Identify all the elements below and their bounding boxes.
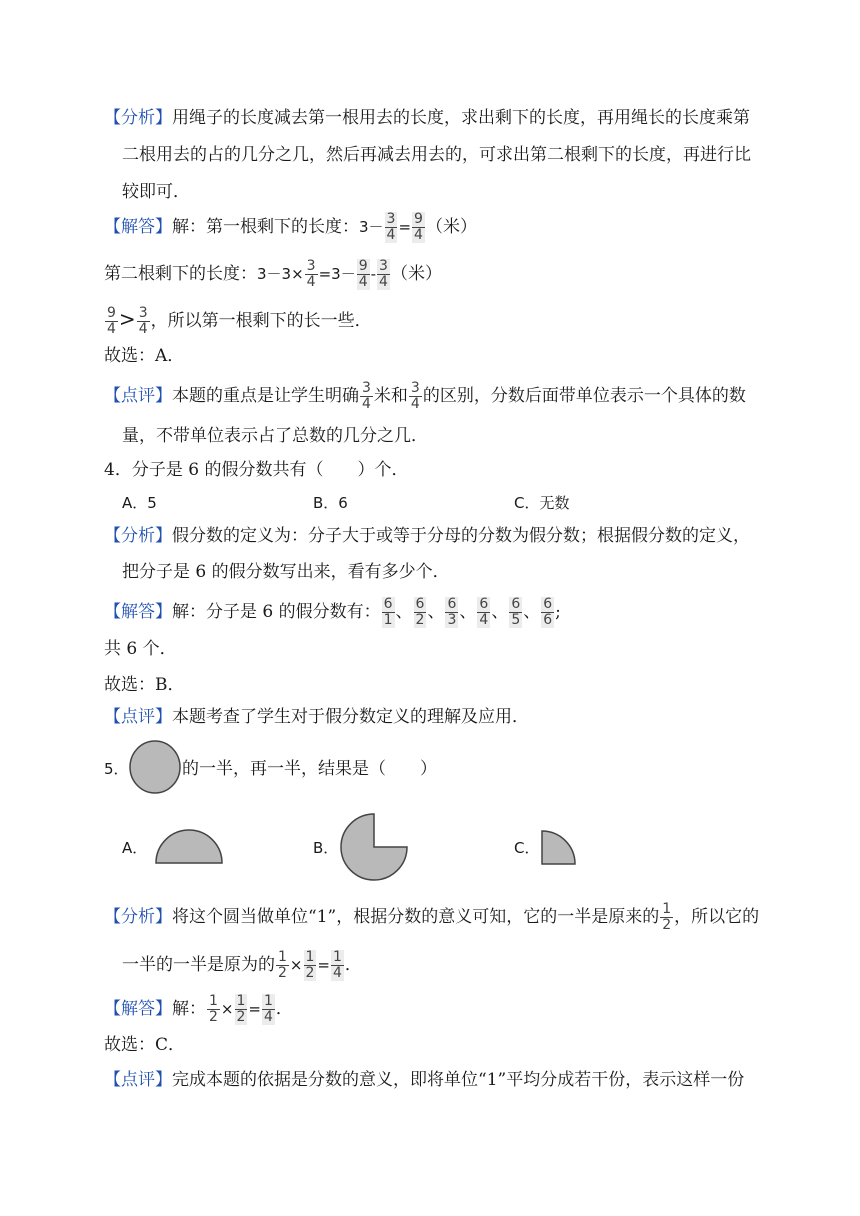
- separator: 、: [491, 602, 509, 622]
- full-circle-figure: [128, 739, 182, 795]
- analysis-tag: 【分析】: [104, 526, 172, 546]
- separator: 、: [427, 602, 445, 622]
- q5-stem: 的一半，再一半，结果是（ ）: [182, 759, 437, 779]
- fraction: $\frac{3}{4}$: [379, 258, 388, 290]
- q4-stem: 4．分子是 6 的假分数共有（ ）个．: [104, 460, 409, 480]
- fraction: $\frac{1}{4}$: [333, 949, 342, 981]
- q5-choose: 故选：C．: [104, 1035, 186, 1055]
- fraction: $\frac{1}{2}$: [278, 949, 287, 981]
- fraction: $\frac{1}{2}$: [305, 949, 315, 981]
- fraction: $\frac{6}{1}$: [383, 596, 393, 628]
- q4-analysis-line1: 【分析】假分数的定义为：分子大于或等于分母的分数为假分数；根据假分数的定义，: [104, 526, 750, 546]
- fraction: $\frac{3}{4}$: [362, 380, 371, 412]
- q5-answer-line: 【解答】解： $\frac{1}{2}$ × $\frac{1}{2}$ = $\frac{1}{4}$ ．: [104, 993, 293, 1025]
- q3-comment-line2: 量，不带单位表示占了总数的几分之几．: [122, 426, 428, 446]
- separator: 、: [523, 602, 541, 622]
- fraction: $\frac{6}{5}$: [511, 596, 521, 628]
- separator: 、: [459, 602, 477, 622]
- q5-analysis-line2: 一半的一半是原为的 $\frac{1}{2}$ × $\frac{1}{2}$ = $\frac{1}{4}$ ．: [122, 949, 362, 981]
- fraction: $\frac{9}{4}$: [358, 258, 368, 290]
- answer-tag: 【解答】: [104, 217, 172, 237]
- fraction: $\frac{1}{2}$: [236, 993, 246, 1025]
- q5-analysis-line1: 【分析】将这个圆当做单位“1”，根据分数的意义可知，它的一半是原来的 $\frac{1}{2}$ ，所以它的: [104, 901, 760, 933]
- fraction: $\frac{3}{4}$: [306, 258, 316, 290]
- q4-choose: 故选：B．: [104, 675, 185, 695]
- fraction: $\frac{6}{6}$: [543, 596, 553, 628]
- q3-analysis-line1: 【分析】用绳子的长度减去第一根用去的长度，求出剩下的长度，再用绳长的长度乘第: [104, 108, 750, 128]
- q5-number: 5．: [104, 760, 129, 778]
- q3-compare-line: $\frac{9}{4}$ > $\frac{3}{4}$ ，所以第一根剩下的长一些．: [107, 305, 372, 337]
- fraction: $\frac{6}{2}$: [415, 596, 425, 628]
- fraction: $\frac{3}{4}$: [386, 211, 396, 243]
- q5-comment: 【点评】完成本题的依据是分数的意义，即将单位“1”平均分成若干份，表示这样一份: [104, 1070, 745, 1090]
- q4-option-c: C．无数: [514, 494, 570, 512]
- improper-fraction-list: [381, 596, 556, 628]
- fraction: $\frac{6}{4}$: [479, 596, 489, 628]
- q5-option-b: B．: [313, 839, 339, 857]
- q4-total: 共 6 个．: [104, 639, 177, 659]
- q4-option-a: A．5: [122, 494, 157, 512]
- quarter-circle-figure: [539, 828, 581, 868]
- analysis-tag: 【分析】: [104, 907, 172, 927]
- fraction: $\frac{1}{2}$: [662, 901, 672, 933]
- comment-tag: 【点评】: [104, 386, 172, 406]
- q5-option-a: A．: [122, 839, 148, 857]
- q4-analysis-line2: 把分子是 6 的假分数写出来，看有多少个．: [122, 562, 450, 582]
- comment-tag: 【点评】: [104, 707, 172, 727]
- q4-answer-line: 【解答】解：分子是 6 的假分数有： $\frac{6}{1}$ 、 $\frac{6}{2}$ 、 $\frac{6}{3}$ 、 $\frac{6}{4}$ 、 $\frac{6}{5}$ 、 $\frac{6}{6}$ ;: [104, 596, 561, 628]
- q3-analysis-line3: 较即可．: [122, 182, 190, 202]
- q4-option-b: B．6: [313, 494, 348, 512]
- fraction: $\frac{9}{4}$: [107, 305, 116, 337]
- fraction: $\frac{9}{4}$: [414, 211, 423, 243]
- q4-comment: 【点评】本题考查了学生对于假分数定义的理解及应用．: [104, 707, 529, 727]
- half-circle-figure: [154, 826, 224, 866]
- fraction: $\frac{1}{4}$: [264, 993, 273, 1025]
- separator: 、: [395, 602, 413, 622]
- fraction: $\frac{1}{2}$: [209, 993, 218, 1025]
- answer-tag: 【解答】: [104, 999, 172, 1019]
- q5-option-c: C．: [514, 839, 540, 857]
- answer-tag: 【解答】: [104, 602, 172, 622]
- q3-choose: 故选：A．: [104, 346, 185, 366]
- q3-answer-line1: 【解答】解：第一根剩下的长度：3－ $\frac{3}{4}$ = $\frac{9}{4}$ （米）: [104, 211, 477, 243]
- fraction: $\frac{3}{4}$: [138, 305, 148, 337]
- q3-analysis-line2: 二根用去的占的几分之几，然后再减去用去的，可求出第二根剩下的长度，再进行比: [122, 145, 751, 165]
- comment-tag: 【点评】: [104, 1070, 172, 1090]
- q3-answer-line2: 第二根剩下的长度：3－3× $\frac{3}{4}$ =3－ $\frac{9}{4}$ - $\frac{3}{4}$ （米）: [104, 258, 442, 290]
- fraction: $\frac{6}{3}$: [447, 596, 457, 628]
- three-quarter-circle-figure: [338, 812, 410, 882]
- fraction: $\frac{3}{4}$: [410, 380, 420, 412]
- q3-comment-line1: 【点评】本题的重点是让学生明确 $\frac{3}{4}$ 米和 $\frac{3}{4}$ 的区别，分数后面带单位表示一个具体的数: [104, 380, 746, 412]
- analysis-tag: 【分析】: [104, 108, 172, 128]
